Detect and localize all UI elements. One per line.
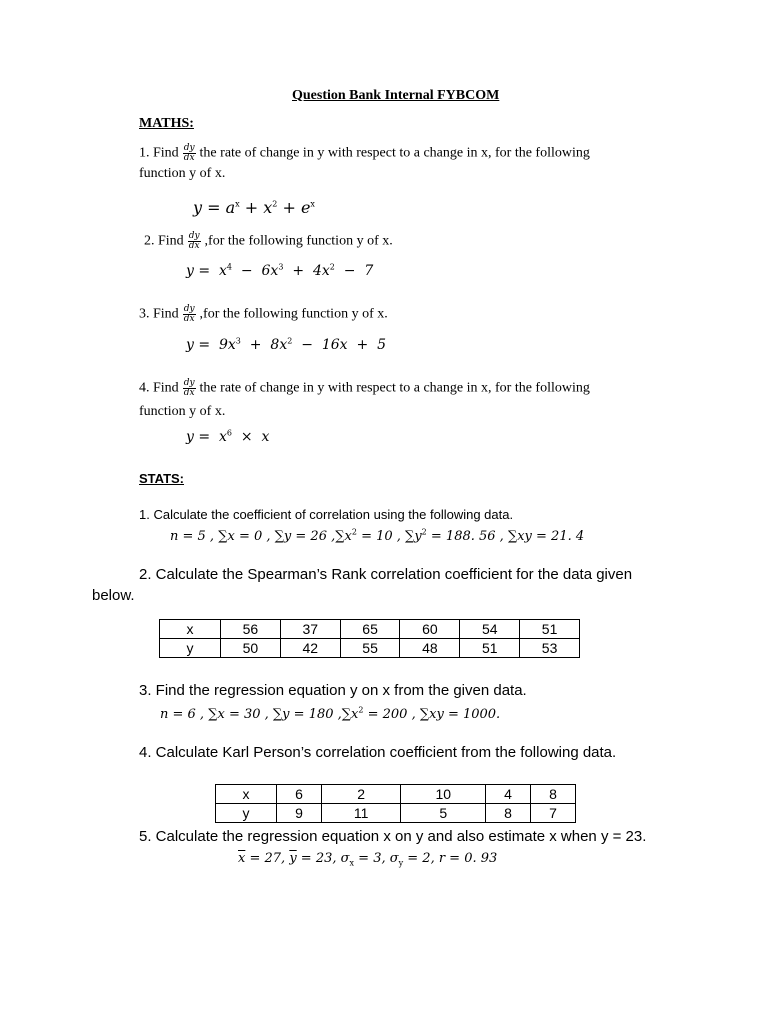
- table-cell: 8: [531, 785, 576, 804]
- stats-q3-given-data: n = 6 , ∑x = 30 , ∑y = 180 $,\sum x^2 = 200$ , ∑xy = 1000.: [160, 705, 501, 722]
- table-cell: 5: [401, 804, 486, 823]
- derivative-fraction: $\frac{dy}{dx}$: [183, 143, 195, 163]
- table-cell: 42: [280, 639, 340, 658]
- stats-q5-given-data: $\overline{x} = 27$, $\overline{y} = 23$, $\sigma_x = 3$, $\sigma_y = 2$, r = 0. 93: [238, 851, 498, 868]
- table-cell: 56: [221, 620, 281, 639]
- table-cell: 2: [321, 785, 400, 804]
- table-cell: 53: [520, 639, 580, 658]
- table-cell: 7: [531, 804, 576, 823]
- derivative-fraction: $\frac{dy}{dx}$: [188, 231, 200, 251]
- table-cell: 55: [340, 639, 400, 658]
- q2-equation: $y = x^4 - 6x^3 + 4x^2 - 7$: [186, 262, 374, 279]
- q3-text: ,for the following function y of x.: [199, 306, 388, 322]
- karl-pearson-data-table: [215, 784, 576, 823]
- table-cell: x: [160, 620, 221, 639]
- q1-prefix: 1. Find: [139, 145, 179, 161]
- stats-question-3: 3. Find the regression equation y on x from the given data.: [139, 682, 527, 699]
- q1-text-line1: the rate of change in y with respect to a change in x, for the following: [199, 145, 590, 161]
- spearman-data-table: [159, 619, 580, 658]
- table-cell: 6: [277, 785, 322, 804]
- q2-prefix: 2. Find: [144, 233, 184, 249]
- table-cell: 50: [221, 639, 281, 658]
- maths-question-4: [139, 379, 590, 398]
- q3-equation: $y = 9x^3 + 8x^2 - 16x + 5$: [186, 336, 387, 353]
- table-cell: y: [216, 804, 277, 823]
- q4-prefix: 4. Find: [139, 380, 179, 396]
- maths-question-3: [139, 305, 388, 324]
- q3-prefix: 3. Find: [139, 306, 179, 322]
- table-cell: 54: [460, 620, 520, 639]
- stats-q2-line2: below.: [92, 587, 135, 604]
- table-cell: 10: [401, 785, 486, 804]
- table-cell: 37: [280, 620, 340, 639]
- derivative-fraction: $\frac{dy}{dx}$: [183, 378, 195, 398]
- table-cell: 11: [321, 804, 400, 823]
- stats-question-5: 5. Calculate the regression equation x on y and also estimate x when y = 23.: [139, 828, 647, 845]
- stats-heading: STATS:: [139, 471, 185, 486]
- table-cell: 65: [340, 620, 400, 639]
- table-cell: 9: [277, 804, 322, 823]
- maths-question-2: [144, 232, 393, 251]
- q1-equation: $y = a^x + x^2 + e^x$: [193, 198, 315, 217]
- table-cell: y: [160, 639, 221, 658]
- q4-text-line1: the rate of change in y with respect to a change in x, for the following: [199, 380, 590, 396]
- table-row: [216, 785, 576, 804]
- table-cell: 51: [520, 620, 580, 639]
- table-row: [160, 620, 580, 639]
- maths-heading: MATHS:: [139, 116, 194, 131]
- q4-equation: $y = x^6 \times x$: [186, 428, 270, 445]
- q4-text-line2: function y of x.: [139, 404, 226, 419]
- maths-question-1: [139, 144, 590, 163]
- table-cell: x: [216, 785, 277, 804]
- q2-text: ,for the following function y of x.: [204, 233, 393, 249]
- q1-text-line2: function y of x.: [139, 166, 226, 181]
- table-row: [160, 639, 580, 658]
- table-cell: 48: [400, 639, 460, 658]
- stats-question-2: 2. Calculate the Spearman’s Rank correlation coefficient for the data given: [139, 566, 633, 583]
- table-cell: 51: [460, 639, 520, 658]
- table-cell: 60: [400, 620, 460, 639]
- stats-q1-given-data: n = 5 , ∑x = 0 , ∑y = 26 $,\sum x^2 = 10$ , $\sum y^2 = 188$. 56 , ∑xy = 21. 4: [170, 527, 585, 544]
- table-cell: 4: [486, 785, 531, 804]
- table-row: [216, 804, 576, 823]
- stats-question-1: 1. Calculate the coefficient of correlation using the following data.: [139, 507, 514, 522]
- table-cell: 8: [486, 804, 531, 823]
- stats-question-4: 4. Calculate Karl Person’s correlation coefficient from the following data.: [139, 744, 617, 761]
- page-title: Question Bank Internal FYBCOM: [292, 88, 500, 103]
- derivative-fraction: $\frac{dy}{dx}$: [183, 304, 195, 324]
